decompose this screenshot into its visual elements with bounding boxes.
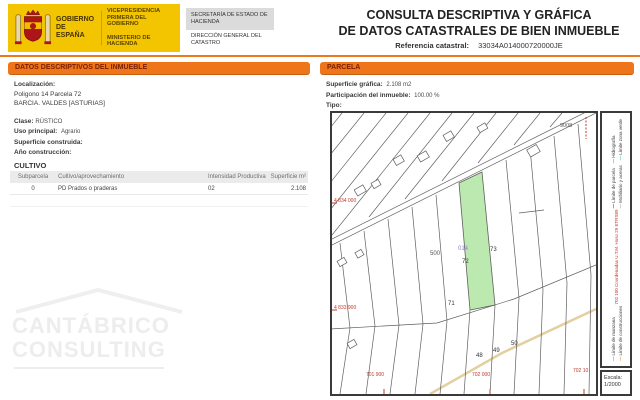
page-title: CONSULTA DESCRIPTIVA Y GRÁFICA DE DATOS CATASTRALES DE BIEN INMUEBLE [338,8,620,38]
localizacion-line1: Poligono 14 Parcela 72 [14,90,82,98]
superficie-grafica-label: Superficie gráfica: [326,81,383,88]
legend-item: —Límite de manzana [610,317,616,361]
datos-descriptivos-body [14,80,304,159]
cultivo-cell: 0 [31,186,35,192]
cultivo-col-header: Intensidad Productiva [208,174,266,180]
section-bar-datos-descriptivos: DATOS DESCRIPTIVOS DEL INMUEBLE [8,62,310,75]
clase-value: RÚSTICO [35,118,63,125]
cultivo-cell: 2.108 [290,186,306,192]
cultivo-table-body [10,183,308,195]
legend-swatch: — [617,203,623,209]
legend-item: —Mobiliario y aceras [617,165,623,209]
highlighted-parcel-72 [459,172,495,310]
superficie-construida-label: Superficie construida: [14,138,83,146]
localizacion-line2: BARCIA. VALDES [ASTURIAS] [14,100,105,107]
map-label: 702 000 [472,372,491,378]
parcel-map-drawing [332,113,596,394]
map-label: 72 [462,259,469,265]
legend-swatch: — [610,158,616,164]
utm-coordinates-note: 702 100 Coordenadas U.T.M. Huso 29 ETRS89 [614,209,619,305]
cultivo-cell: 02 [208,186,215,192]
map-label: 71 [448,301,455,307]
cantabrico-watermark [4,288,200,398]
header-divider-rule [0,55,640,57]
map-label: 014 [458,246,469,252]
map-label: 701 900 [366,372,385,378]
direccion-general-label: DIRECCIÓN GENERAL DEL CATASTRO [191,33,262,46]
map-label: 73 [490,247,497,253]
secretaria-box: SECRETARÍA DE ESTADO DE HACIENDA [186,8,274,30]
cultivo-col-header: Superficie m² [270,174,306,180]
tipo-label: Tipo: [326,102,342,109]
legend-swatch: — [610,203,616,209]
watermark-roof-icon [12,288,187,314]
watermark-rule [14,367,164,369]
superficie-grafica-value: 2.108 m2 [386,82,412,88]
map-scale-box [600,370,632,396]
legend-swatch: — [617,356,623,361]
map-label: 4 834 000 [334,198,357,204]
map-label: 4 833 900 [334,305,357,311]
uso-value: Agrario [60,129,81,135]
cultivo-table [10,171,308,207]
scale-label: Escala: [604,375,623,381]
legend-item: —Límite de parcela [610,168,616,209]
map-legend-strip [600,111,632,368]
localizacion-label: Localización: [14,81,56,88]
spain-coat-of-arms-icon [14,7,52,49]
legend-swatch: — [617,155,623,161]
map-label: 9008 [560,123,573,129]
cultivo-table-empty-row [10,195,308,207]
map-legend-rotated [603,115,630,365]
map-label: 48 [476,353,483,359]
map-label: 50 [511,341,518,347]
ministerio-label: MINISTERIO DE HACIENDA [107,34,151,48]
cultivo-cell: PD Prados o praderas [58,186,118,192]
referencia-label: Referencia catastral: [395,41,470,50]
legend-item: —Límite de construcciones [617,305,623,361]
participacion-label: Participación del inmueble: [326,91,411,99]
cultivo-col-header: Subparcela [17,174,49,180]
referencia-catastral [322,41,636,50]
legend-swatch: — [610,356,616,361]
map-label: 500 [430,251,441,257]
map-label: 702 10 [573,368,589,374]
legend-item: —Límite zona verde [617,119,623,161]
clase-label: Clase: [14,117,34,125]
cadastral-map [330,111,632,396]
vicepresidencia-label: VICEPRESIDENCIA PRIMERA DEL GOBIERNO [107,8,160,28]
uso-label: Uso principal: [14,128,58,135]
cultivo-row [10,183,308,195]
watermark-line2: CONSULTING [12,337,166,362]
legend-item: —Hidrografía [610,135,616,164]
anio-construccion-label: Año construcción: [14,149,72,156]
cultivo-col-header: Cultivo/aprovechamiento [58,174,125,180]
gobierno-title: GOBIERNO DE ESPAÑA [56,16,95,39]
legend-group [611,306,623,361]
map-canvas [330,111,598,396]
divider [101,11,102,45]
scale-value: 1/2000 [604,382,621,388]
watermark-line1: CANTÁBRICO [12,313,170,338]
map-label: 49 [493,348,500,354]
cultivo-title: CULTIVO [14,161,47,170]
government-header-band [8,4,180,52]
cultivo-table-header [10,171,308,183]
referencia-value: 33034A014000720000JE [478,41,563,50]
legend-group [611,119,623,208]
parcela-body [326,80,632,112]
participacion-value: 100.00 % [414,92,440,99]
ministry-names [107,8,173,48]
section-bar-parcela: PARCELA [320,62,634,75]
